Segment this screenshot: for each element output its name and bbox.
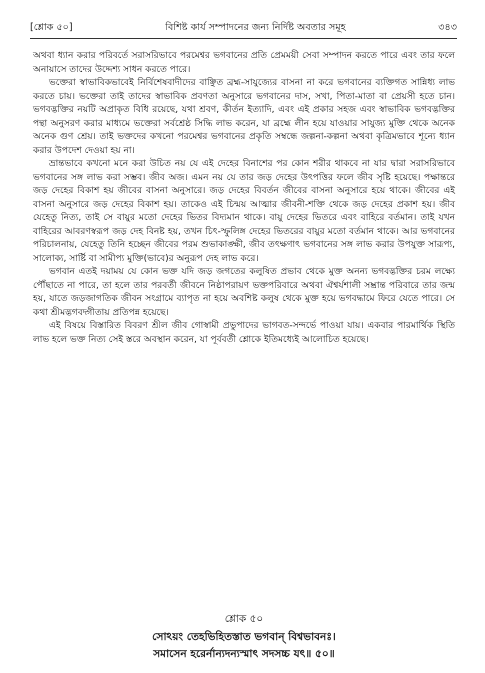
verse-reference: [শ্লোক ৫০]	[30, 22, 73, 33]
verse-heading: শ্লোক ৫০	[224, 613, 264, 625]
paragraph-continued: অথবা ধ্যান করার পরিবর্তে সরাসরিভাবে পরমেশ্বর ভগবানের প্রতি প্রেমময়ী সেবা সম্পাদন করতে পারে এবং তার ফলে অনায়াসে তাদের উদ্দেশ্য সাধন করতে পারে।	[33, 51, 455, 75]
page-number: ৩৪৩	[438, 22, 457, 33]
paragraph: ভ্রান্তভাবে কখনো মনে করা উচিত নয় যে এই দেহের বিনাশের পর কোন শরীর থাকবে না যার দ্বারা সরাসরিভাবে ভগবানের সঙ্গ লাভ করা সম্ভব। জীব অজ। এমন নয় যে তার জড় দেহের উৎপত্তির ফলে জীব সৃষ্টি হয়েছে। পক্ষান্তরে জড় দেহের বিকাশ হয় জীবের বাসনা অনুসারে। জড় দেহের বিবর্তন জীবের বাসনা অনুসারে হয়ে থাকে। জীবের এই বাসনা অনুসারে জড় দেহের বিকাশ হয়। তাকেও এই চিন্ময় আত্মার জীবনী-শক্তি থেকে জড় দেহের প্রকাশ হয়। জীব যেহেতু নিত্য, তাই সে বায়ুর মতো দেহের ভিতর বিদ্যমান থাকে। বায়ু দেহের ভিতরে এবং বাহিরে বর্তমান। তাই যখন বাহিরের আবরণস্বরূপ জড় দেহ বিনষ্ট হয়, তখন চিৎ-স্ফুলিঙ্গ দেহের ভিতরের বায়ুর মতো বর্তমান থাকে। আর ভগবানের পরিচালনায়, যেহেতু তিনি হচ্ছেন জীবের পরম শুভাকাঙ্ক্ষী, জীব তৎক্ষণাৎ ভগবানের সঙ্গ লাভ করার উপযুক্ত সারূপ্য, সালোক্য, সার্ষ্টি বা সামীপ্য মুক্তি(ভাবে)র অনুরূপ দেহ লাভ করে।	[33, 159, 455, 264]
verse-block	[33, 612, 455, 663]
paragraph: এই বিষয়ে বিস্তারিত বিবরণ শ্রীল জীব গোস্বামী প্রভুপাদের ভাগবত-সন্দর্ভে পাওয়া যায়। একবার পারমার্থিক স্থিতি লাভ হলে ভক্ত নিত্য সেই স্তরে অবস্থান করেন, যা পূর্ববর্তী শ্লোকে ইতিমধ্যেই আলোচিত হয়েছে।	[33, 321, 455, 345]
paragraph: ভক্তেরা স্বাভাবিকভাবেই নির্বিশেষবাদীদের বাঞ্ছিত ব্রহ্ম-সাযুজ্যের বাসনা না করে ভগবানের ব্যক্তিগত সান্নিধ্য লাভ করতে চায়। ভক্তেরা তাই তাদের স্বাভাবিক প্রবণতা অনুসারে ভগবানের দাস, সখা, পিতা-মাতা বা প্রেয়সী হতে চান। ভগবদ্ভক্তির নয়টি অপ্রাকৃত বিধি রয়েছে, যথা শ্রবণ, কীর্তন ইত্যাদি, এবং এই প্রকার সহজ এবং স্বাভাবিক ভগবদ্ভক্তির পন্থা অনুসরণ করার মাধ্যমে ভক্তেরা সর্বশ্রেষ্ঠ সিদ্ধি লাভ করেন, যা ব্রহ্মে লীন হয়ে যাওয়ার সাযুজ্য মুক্তি থেকে অনেক অনেক গুণ শ্রেয়। তাই ভক্তদের কখনো পরমেশ্বর ভগবানের প্রকৃতি সম্বন্ধে জল্পনা-কল্পনা অথবা কৃত্রিমভাবে শূন্যে ধ্যান করার উপদেশ দেওয়া হয় না।	[33, 78, 455, 156]
verse-line-2: সমাসেন হরের্নান্যদন্যস্মাৎ সদসচ্চ যৎ॥ ৫০॥	[153, 648, 335, 660]
header-rule	[30, 38, 457, 39]
purport-text	[33, 50, 455, 347]
chapter-title: বিশিষ্ট কার্য সম্পাদনের জন্য নির্দিষ্ট অবতার সমূহ	[165, 22, 346, 33]
verse-line-1: সোঽয়ং তেহভিহিতস্তাত ভগবান্ বিশ্বভাবনঃ।	[152, 631, 336, 643]
running-header	[30, 22, 457, 34]
paragraph: ভগবান এতই দয়াময় যে কোন ভক্ত যদি জড় জগতের কলুষিত প্রভাব থেকে মুক্ত অনন্য ভগবদ্ভক্তির চরম লক্ষ্যে পৌঁছাতে না পারে, তা হলে তার পরবর্তী জীবনে নিষ্ঠাপরায়ণ ভক্তপরিবারে অথবা ঐশ্বর্যশালী সম্ভ্রান্ত পরিবারে তার জন্ম হয়, যাতে জড়জাগতিক জীবন সংগ্রামে ব্যাপৃত না হয়ে অবশিষ্ট কলুষ থেকে মুক্ত হয়ে ভগবদ্ধামে ফিরে যেতে পারে। সে কথা শ্রীমদ্ভগবদ্গীতায় প্রতিপন্ন হয়েছে।	[33, 267, 455, 318]
